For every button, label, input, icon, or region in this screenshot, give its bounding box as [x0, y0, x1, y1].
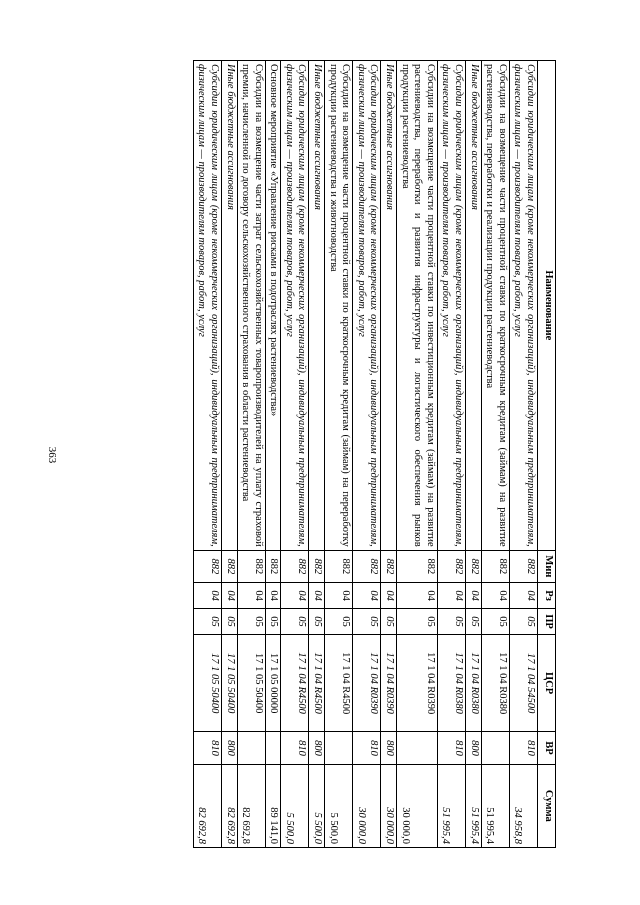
cell-rz: 04 — [466, 583, 482, 609]
cell-min: 882 — [265, 550, 281, 582]
cell-min: 882 — [509, 550, 537, 582]
cell-sum: 51 995,4 — [437, 764, 465, 847]
cell-sum: 82 692,8 — [193, 764, 221, 847]
cell-name: Основное мероприятие «Управление рисками в подотраслях растениеводства» — [265, 61, 281, 551]
cell-rz: 04 — [437, 583, 465, 609]
cell-min: 882 — [466, 550, 482, 582]
cell-vr: 810 — [509, 732, 537, 764]
cell-vr — [481, 732, 509, 764]
cell-sum: 30 000,0 — [381, 764, 397, 847]
cell-min: 882 — [221, 550, 237, 582]
cell-pr: 05 — [466, 609, 482, 635]
cell-name: Иные бюджетные ассигнования — [309, 61, 325, 551]
cell-pr: 05 — [221, 609, 237, 635]
cell-pr: 05 — [353, 609, 381, 635]
cell-rz: 04 — [281, 583, 309, 609]
header-name: Наименование — [538, 61, 556, 551]
cell-name: Иные бюджетные ассигнования — [221, 61, 237, 551]
cell-sum: 89 141,0 — [265, 764, 281, 847]
cell-vr: 810 — [353, 732, 381, 764]
header-csr: ЦСР — [538, 635, 556, 732]
cell-csr: 17 1 04 R0390 — [353, 635, 381, 732]
cell-vr: 810 — [437, 732, 465, 764]
cell-csr: 17 1 04 R0380 — [466, 635, 482, 732]
cell-min: 882 — [397, 550, 438, 582]
cell-sum: 5 500,0 — [325, 764, 353, 847]
table-row — [265, 61, 281, 848]
cell-min: 882 — [237, 550, 265, 582]
cell-csr: 17 1 05 00000 — [265, 635, 281, 732]
cell-sum: 82 692,8 — [237, 764, 265, 847]
cell-vr: 800 — [466, 732, 482, 764]
rotated-table-wrapper — [76, 60, 556, 848]
cell-rz: 04 — [265, 583, 281, 609]
cell-name: Субсидии юридическим лицам (кроме некоммерческих организаций), индивидуальным предпринимателям, физическим лицам — производителям товаров, работ, услуг — [353, 61, 381, 551]
cell-min: 882 — [281, 550, 309, 582]
cell-csr: 17 1 04 R4500 — [325, 635, 353, 732]
cell-sum: 51 995,4 — [481, 764, 509, 847]
cell-name: Субсидии на возмещение части затрат сельскохозяйственных товаропроизводителей на уплату страховой премии, начисленной по договору сельскохозяйственного страхования в области растениеводства — [237, 61, 265, 551]
header-rz: Рз — [538, 583, 556, 609]
cell-vr: 810 — [281, 732, 309, 764]
cell-rz: 04 — [221, 583, 237, 609]
cell-csr: 17 1 05 50400 — [221, 635, 237, 732]
cell-sum: 51 995,4 — [466, 764, 482, 847]
table-row — [466, 61, 482, 848]
cell-name: Субсидии юридическим лицам (кроме некоммерческих организаций), индивидуальным предпринимателям, физическим лицам — производителям товаров, работ, услуг — [281, 61, 309, 551]
header-sum: Сумма — [538, 764, 556, 847]
header-pr: ПР — [538, 609, 556, 635]
cell-csr: 17 1 04 54500 — [509, 635, 537, 732]
cell-name: Субсидии юридическим лицам (кроме некоммерческих организаций), индивидуальным предпринимателям, физическим лицам — производителям товаров, работ, услуг — [193, 61, 221, 551]
budget-table — [193, 60, 556, 848]
cell-pr: 05 — [437, 609, 465, 635]
cell-csr: 17 1 04 R0390 — [397, 635, 438, 732]
table-row — [193, 61, 221, 848]
cell-sum: 34 958,8 — [509, 764, 537, 847]
cell-vr — [237, 732, 265, 764]
cell-pr: 05 — [481, 609, 509, 635]
cell-name: Субсидии юридическим лицам (кроме некоммерческих организаций), индивидуальным предпринимателям, физическим лицам — производителям товаров, работ, услуг — [509, 61, 537, 551]
cell-rz: 04 — [509, 583, 537, 609]
cell-name: Субсидии юридическим лицам (кроме некоммерческих организаций), индивидуальным предпринимателям, физическим лицам — производителям товаров, работ, услуг — [437, 61, 465, 551]
cell-pr: 05 — [281, 609, 309, 635]
cell-rz: 04 — [381, 583, 397, 609]
cell-min: 882 — [309, 550, 325, 582]
cell-pr: 05 — [381, 609, 397, 635]
cell-rz: 04 — [397, 583, 438, 609]
cell-rz: 04 — [353, 583, 381, 609]
cell-sum: 30 000,0 — [397, 764, 438, 847]
cell-rz: 04 — [309, 583, 325, 609]
cell-vr — [265, 732, 281, 764]
page-number: 363 — [46, 446, 58, 464]
cell-csr: 17 1 04 R0380 — [437, 635, 465, 732]
header-vr: ВР — [538, 732, 556, 764]
cell-pr: 05 — [237, 609, 265, 635]
cell-name: Субсидии на возмещение части процентной ставки по инвестиционным кредитам (займам) на развитие растениеводства, переработки и развития инфраструктуры и логистического обеспечения рынков продукции растениеводства — [397, 61, 438, 551]
table-row — [437, 61, 465, 848]
cell-rz: 04 — [237, 583, 265, 609]
cell-csr: 17 1 04 R4500 — [309, 635, 325, 732]
cell-name: Иные бюджетные ассигнования — [381, 61, 397, 551]
table-row — [353, 61, 381, 848]
table-row — [221, 61, 237, 848]
cell-vr — [397, 732, 438, 764]
cell-pr: 05 — [397, 609, 438, 635]
cell-pr: 05 — [325, 609, 353, 635]
cell-name: Иные бюджетные ассигнования — [466, 61, 482, 551]
cell-min: 882 — [325, 550, 353, 582]
table-row — [381, 61, 397, 848]
cell-min: 882 — [481, 550, 509, 582]
cell-sum: 30 000,0 — [353, 764, 381, 847]
document-sheet — [76, 60, 556, 848]
cell-sum: 82 692,8 — [221, 764, 237, 847]
table-body — [193, 61, 537, 848]
table-row — [397, 61, 438, 848]
cell-min: 882 — [193, 550, 221, 582]
cell-rz: 04 — [325, 583, 353, 609]
cell-csr: 17 1 04 R0390 — [381, 635, 397, 732]
cell-vr: 800 — [221, 732, 237, 764]
cell-min: 882 — [381, 550, 397, 582]
cell-pr: 05 — [309, 609, 325, 635]
table-row — [509, 61, 537, 848]
table-row — [481, 61, 509, 848]
cell-vr: 800 — [381, 732, 397, 764]
table-row — [325, 61, 353, 848]
table-row — [281, 61, 309, 848]
table-header-row — [538, 61, 556, 848]
cell-rz: 04 — [481, 583, 509, 609]
cell-sum: 5 500,0 — [281, 764, 309, 847]
cell-name: Субсидии на возмещение части процентной ставки по краткосрочным кредитам (займам) на развитие растениеводства, переработки и реализации продукции растениеводства — [481, 61, 509, 551]
cell-csr: 17 1 04 R4500 — [281, 635, 309, 732]
header-min: Мин — [538, 550, 556, 582]
cell-pr: 05 — [265, 609, 281, 635]
cell-csr: 17 1 04 R0380 — [481, 635, 509, 732]
cell-pr: 05 — [193, 609, 221, 635]
cell-csr: 17 1 05 50400 — [237, 635, 265, 732]
cell-pr: 05 — [509, 609, 537, 635]
cell-sum: 5 500,0 — [309, 764, 325, 847]
table-row — [237, 61, 265, 848]
cell-vr: 800 — [309, 732, 325, 764]
cell-name: Субсидии на возмещение части процентной ставки по краткосрочным кредитам (займам) на переработку продукции растениеводства и животноводства — [325, 61, 353, 551]
cell-rz: 04 — [193, 583, 221, 609]
cell-min: 882 — [353, 550, 381, 582]
cell-vr — [325, 732, 353, 764]
cell-vr: 810 — [193, 732, 221, 764]
cell-min: 882 — [437, 550, 465, 582]
cell-csr: 17 1 05 50400 — [193, 635, 221, 732]
table-row — [309, 61, 325, 848]
